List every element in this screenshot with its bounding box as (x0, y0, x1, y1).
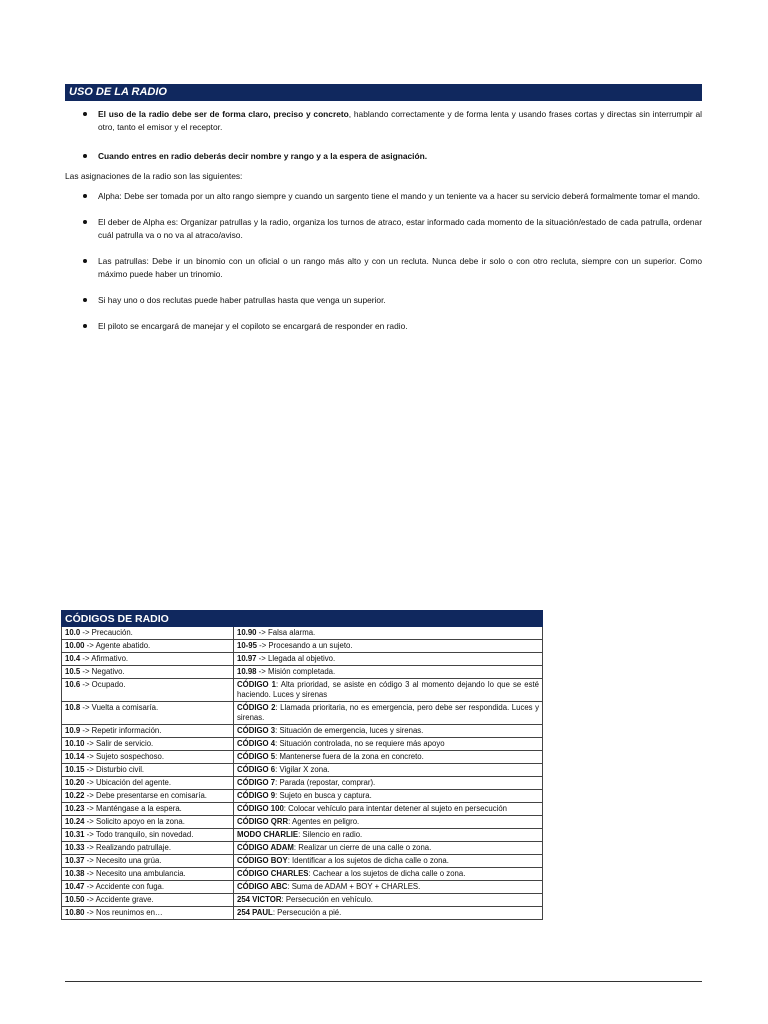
code-description: : Colocar vehículo para intentar detener al sujeto en persecución (283, 804, 508, 813)
code-cell-right (234, 640, 543, 653)
code-label: 10.5 (65, 667, 81, 676)
code-description: : Sujeto en busca y captura. (275, 791, 372, 800)
code-label: 10.98 (237, 667, 257, 676)
code-description: -> Todo tranquilo, sin novedad. (84, 830, 194, 839)
code-label: 10.20 (65, 778, 85, 787)
code-description: : Persecución en vehículo. (281, 895, 373, 904)
code-description: -> Vuelta a comisaría. (80, 703, 159, 712)
code-cell-left (62, 855, 234, 868)
intro-text: Las asignaciones de la radio son las siguientes: (65, 171, 243, 181)
code-label: 10.37 (65, 856, 85, 865)
bullet-icon (83, 194, 87, 198)
code-description: -> Procesando a un sujeto. (256, 641, 353, 650)
code-cell-right (234, 829, 543, 842)
table-row (62, 881, 543, 894)
bullet-text: , hablando correctamente y de forma lenta y usando frases cortas y directas sin interrumpir al otro, tanto el emisor y el receptor. (98, 109, 702, 132)
assignments-bullet-list (65, 190, 702, 333)
code-label: 10.22 (65, 791, 85, 800)
bullet-icon (83, 324, 87, 328)
code-cell-right (234, 816, 543, 829)
bullet-item (65, 216, 702, 242)
code-label: 10.8 (65, 703, 81, 712)
code-label: 10.00 (65, 641, 85, 650)
code-label: 10.4 (65, 654, 81, 663)
code-cell-right (234, 777, 543, 790)
code-description: : Cachear a los sujetos de dicha calle o zona. (308, 869, 466, 878)
code-label: 10-95 (237, 641, 257, 650)
table-row (62, 855, 543, 868)
code-description: -> Accidente grave. (84, 895, 154, 904)
code-description: -> Sujeto sospechoso. (84, 752, 165, 761)
code-cell-right (234, 627, 543, 640)
code-description: : Vigilar X zona. (275, 765, 330, 774)
code-label: CÓDIGO 1 (237, 680, 276, 689)
code-cell-left (62, 640, 234, 653)
table-row (62, 702, 543, 725)
code-cell-left (62, 764, 234, 777)
code-cell-left (62, 868, 234, 881)
code-cell-left (62, 653, 234, 666)
table-row (62, 653, 543, 666)
code-description: -> Agente abatido. (84, 641, 151, 650)
code-label: 254 PAUL (237, 908, 273, 917)
code-description: : Mantenerse fuera de la zona en concreto. (275, 752, 424, 761)
table-row (62, 868, 543, 881)
section-title: USO DE LA RADIO (69, 86, 167, 98)
bullet-item (65, 190, 702, 203)
code-description: -> Disturbio civil. (84, 765, 145, 774)
bullet-icon (83, 259, 87, 263)
code-cell-left (62, 881, 234, 894)
code-cell-left (62, 725, 234, 738)
code-cell-left (62, 907, 234, 920)
code-label: CÓDIGO 9 (237, 791, 276, 800)
table-row (62, 907, 543, 920)
code-label: 10.31 (65, 830, 85, 839)
code-description: : Agentes en peligro. (288, 817, 360, 826)
code-description: -> Afirmativo. (80, 654, 129, 663)
code-cell-left (62, 679, 234, 702)
code-description: : Situación de emergencia, luces y sirenas. (275, 726, 424, 735)
code-label: 10.33 (65, 843, 85, 852)
table-row (62, 627, 543, 640)
table-row (62, 816, 543, 829)
code-description: -> Debe presentarse en comisaría. (84, 791, 207, 800)
code-description: -> Manténgase a la espera. (84, 804, 182, 813)
bullet-text: El piloto se encargará de manejar y el copiloto se encargará de responder en radio. (98, 321, 408, 331)
bullet-icon (83, 154, 87, 158)
bullet-item (65, 255, 702, 281)
code-label: 10.23 (65, 804, 85, 813)
code-cell-left (62, 803, 234, 816)
table-header: CÓDIGOS DE RADIO (62, 611, 543, 627)
code-description: -> Misión completada. (256, 667, 336, 676)
bullet-text: Si hay uno o dos reclutas puede haber patrullas hasta que venga un superior. (98, 295, 386, 305)
code-description: -> Salir de servicio. (84, 739, 154, 748)
assignments-section (65, 190, 702, 333)
code-cell-left (62, 777, 234, 790)
code-cell-right (234, 790, 543, 803)
code-cell-right (234, 764, 543, 777)
table-row (62, 842, 543, 855)
code-cell-left (62, 816, 234, 829)
code-cell-right (234, 855, 543, 868)
radio-usage-rules (65, 108, 702, 163)
top-bullet-list (65, 108, 702, 163)
table-body (62, 627, 543, 920)
code-label: CÓDIGO QRR (237, 817, 289, 826)
code-label: CÓDIGO 7 (237, 778, 276, 787)
code-label: 10.14 (65, 752, 85, 761)
code-label: 10.9 (65, 726, 81, 735)
code-description: -> Negativo. (80, 667, 125, 676)
table-row (62, 764, 543, 777)
table-row (62, 738, 543, 751)
code-description: : Suma de ADAM + BOY + CHARLES. (287, 882, 421, 891)
code-label: CÓDIGO 2 (237, 703, 276, 712)
code-description: -> Nos reunimos en… (84, 908, 163, 917)
code-label: CÓDIGO ADAM (237, 843, 294, 852)
code-label: 254 VICTOR (237, 895, 282, 904)
code-label: CÓDIGO 4 (237, 739, 276, 748)
code-description: -> Repetir información. (80, 726, 162, 735)
code-cell-right (234, 679, 543, 702)
code-cell-left (62, 790, 234, 803)
code-cell-left (62, 829, 234, 842)
bullet-text: Alpha: Debe ser tomada por un alto rango siempre y cuando un sargento tiene el mando y un teniente va a hacer su servicio deberá formalmente tomar el mando. (98, 191, 700, 201)
code-description: -> Solicito apoyo en la zona. (84, 817, 185, 826)
bullet-text: El deber de Alpha es: Organizar patrullas y la radio, organiza los turnos de atraco, estar informado cada momento de la situación/estado de cada patrulla, ordenar cuál patrulla va o no va al atraco/aviso. (98, 217, 702, 240)
code-description: -> Llegada al objetivo. (256, 654, 336, 663)
code-cell-right (234, 725, 543, 738)
code-description: : Situación controlada, no se requiere más apoyo (275, 739, 445, 748)
code-label: CÓDIGO BOY (237, 856, 288, 865)
code-description: -> Ubicación del agente. (84, 778, 171, 787)
code-description: -> Accidente con fuga. (84, 882, 165, 891)
bullet-icon (83, 220, 87, 224)
bullet-bold-text: Cuando entres en radio deberás decir nombre y rango y a la espera de asignación. (98, 151, 428, 161)
code-description: -> Necesito una ambulancia. (84, 869, 186, 878)
code-cell-left (62, 842, 234, 855)
code-label: 10.50 (65, 895, 85, 904)
code-cell-right (234, 868, 543, 881)
table-row (62, 777, 543, 790)
code-label: CÓDIGO 6 (237, 765, 276, 774)
code-cell-right (234, 702, 543, 725)
bullet-item (65, 294, 702, 307)
code-cell-right (234, 907, 543, 920)
code-label: 10.97 (237, 654, 257, 663)
code-label: 10.15 (65, 765, 85, 774)
section-title-bar (65, 84, 702, 101)
code-label: 10.24 (65, 817, 85, 826)
code-cell-left (62, 751, 234, 764)
code-cell-left (62, 627, 234, 640)
table-row (62, 679, 543, 702)
code-label: 10.47 (65, 882, 85, 891)
code-description: : Persecución a pié. (272, 908, 342, 917)
code-cell-left (62, 666, 234, 679)
code-label: 10.90 (237, 628, 257, 637)
code-cell-right (234, 738, 543, 751)
code-label: 10.10 (65, 739, 85, 748)
code-cell-right (234, 666, 543, 679)
code-cell-right (234, 803, 543, 816)
bullet-icon (83, 298, 87, 302)
code-label: 10.0 (65, 628, 81, 637)
code-label: 10.38 (65, 869, 85, 878)
code-cell-left (62, 702, 234, 725)
table-row (62, 725, 543, 738)
code-description: -> Falsa alarma. (256, 628, 316, 637)
code-description: -> Necesito una grúa. (84, 856, 162, 865)
code-label: CÓDIGO 5 (237, 752, 276, 761)
code-description: -> Precaución. (80, 628, 133, 637)
bullet-item (65, 150, 702, 163)
table-header-row (62, 611, 543, 627)
code-description: : Parada (repostar, comprar). (275, 778, 376, 787)
code-label: CÓDIGO 3 (237, 726, 276, 735)
table-row (62, 640, 543, 653)
bullet-item (65, 108, 702, 134)
code-cell-right (234, 653, 543, 666)
code-description: -> Realizando patrullaje. (84, 843, 171, 852)
code-description: : Realizar un cierre de una calle o zona. (293, 843, 432, 852)
bullet-item (65, 320, 702, 333)
code-label: 10.80 (65, 908, 85, 917)
bullet-bold-text: El uso de la radio debe ser de forma claro, preciso y concreto (98, 109, 349, 119)
table-row (62, 803, 543, 816)
table-row (62, 894, 543, 907)
code-label: CÓDIGO CHARLES (237, 869, 309, 878)
code-label: CÓDIGO 100 (237, 804, 284, 813)
code-description: : Alta prioridad, se asiste en código 3 al momento dejando lo que se esté haciendo. Luces y sirenas (237, 680, 540, 699)
code-cell-left (62, 738, 234, 751)
code-cell-left (62, 894, 234, 907)
assignments-intro (65, 170, 702, 183)
code-cell-right (234, 881, 543, 894)
code-description: : Identificar a los sujetos de dicha calle o zona. (287, 856, 449, 865)
footer-divider (65, 981, 702, 982)
code-cell-right (234, 842, 543, 855)
table-row (62, 829, 543, 842)
code-description: : Llamada prioritaria, no es emergencia, pero debe ser respondida. Luces y sirenas. (237, 703, 539, 722)
code-label: 10.6 (65, 680, 81, 689)
code-description: -> Ocupado. (80, 680, 126, 689)
table-row (62, 666, 543, 679)
code-label: MODO CHARLIE (237, 830, 299, 839)
code-cell-right (234, 751, 543, 764)
code-label: CÓDIGO ABC (237, 882, 288, 891)
code-cell-right (234, 894, 543, 907)
table-row (62, 790, 543, 803)
table-row (62, 751, 543, 764)
radio-codes-table (61, 610, 543, 920)
bullet-icon (83, 112, 87, 116)
bullet-text: Las patrullas: Debe ir un binomio con un oficial o un rango más alto y con un recluta. Nunca debe ir solo o con otro recluta, siempre con un superior. Como máximo puede haber un trinomio. (98, 256, 702, 279)
code-description: : Silencio en radio. (298, 830, 363, 839)
